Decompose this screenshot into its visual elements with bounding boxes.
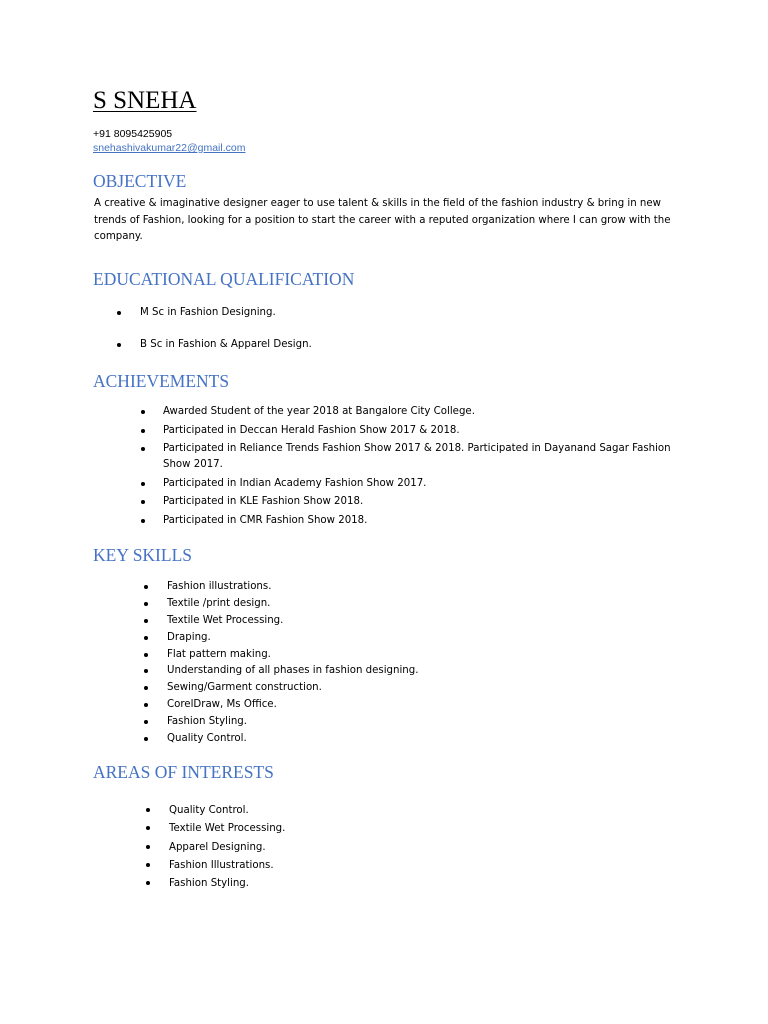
list-item [144,680,418,697]
bullet-icon [146,808,150,812]
list-item [144,731,418,748]
list-item-text: Textile Wet Processing. [167,614,284,626]
list-item [141,404,686,420]
objective-text: A creative & imaginative designer eager to use talent & skills in the field of the fashion industry & bring in new trends of Fashion, looking for a position to start the career with a reputed organization where I can grow with the company. [94,198,671,242]
list-item [141,441,686,473]
education-heading: EDUCATIONAL QUALIFICATION [93,269,355,289]
list-item-text: Fashion Styling. [169,878,250,890]
achievements-heading: ACHIEVEMENTS [93,371,230,391]
list-item-text: Participated in Reliance Trends Fashion Show 2017 & 2018. Participated in Dayanand Sagar Fashion Show 2017. [163,443,671,470]
list-item-text: Fashion illustrations. [167,581,272,592]
list-item [141,494,686,510]
phone-number: +91 8095425905 [93,128,173,140]
bullet-icon [146,863,150,867]
interests-heading: AREAS OF INTERESTS [93,762,274,782]
achievements-list [141,404,686,531]
list-item-text: Awarded Student of the year 2018 at Bangalore City College. [163,406,475,417]
list-item-text: Quality Control. [167,733,247,745]
list-item-text: Participated in KLE Fashion Show 2018. [163,496,364,507]
interests-list [146,803,285,894]
bullet-icon [141,410,145,414]
list-item-text: Sewing/Garment construction. [167,682,322,694]
objective-heading: OBJECTIVE [93,171,187,191]
list-item-text: Draping. [167,631,211,643]
bullet-icon [144,653,148,657]
bullet-icon [144,737,148,741]
list-item [144,697,418,714]
bullet-icon [144,720,148,724]
key-skills-list [144,579,418,748]
bullet-icon [146,826,150,830]
list-item [117,305,312,337]
list-item [144,579,418,596]
bullet-icon [146,845,150,849]
list-item-text: Quality Control. [169,805,249,816]
candidate-name: S SNEHA [93,87,197,114]
bullet-icon [144,619,148,623]
list-item-text: M Sc in Fashion Designing. [140,307,276,318]
bullet-icon [144,686,148,690]
bullet-icon [144,585,148,589]
list-item-text: Flat pattern making. [167,648,271,660]
list-item [146,876,285,894]
bullet-icon [141,500,145,504]
bullet-icon [141,447,145,451]
list-item-text: B Sc in Fashion & Apparel Design. [140,338,312,350]
bullet-icon [117,343,121,347]
list-item-text: Apparel Designing. [169,841,266,853]
list-item [141,476,686,492]
list-item-text: Fashion Styling. [167,716,248,728]
bullet-icon [141,429,145,433]
list-item-text: Textile /print design. [167,597,271,609]
list-item [117,337,312,369]
bullet-icon [141,482,145,486]
list-item [144,630,418,647]
list-item-text: Understanding of all phases in fashion designing. [167,665,419,677]
list-item [146,821,285,839]
list-item-text: CorelDraw, Ms Office. [167,699,277,711]
list-item-text: Participated in CMR Fashion Show 2018. [163,514,368,526]
key-skills-heading: KEY SKILLS [93,545,193,565]
list-item [144,613,418,630]
list-item-text: Participated in Indian Academy Fashion Show 2017. [163,477,427,489]
bullet-icon [141,519,145,523]
list-item-text: Participated in Deccan Herald Fashion Show 2017 & 2018. [163,424,460,436]
bullet-icon [146,881,150,885]
bullet-icon [144,669,148,673]
bullet-icon [117,311,121,315]
list-item [144,663,418,680]
list-item [144,714,418,731]
list-item [144,647,418,664]
list-item [141,513,686,529]
email-link[interactable]: snehashivakumar22@gmail.com [93,142,246,154]
education-list [117,305,312,368]
list-item-text: Fashion Illustrations. [169,859,274,871]
list-item [146,858,285,876]
list-item-text: Textile Wet Processing. [169,823,286,835]
list-item [146,803,285,821]
bullet-icon [144,703,148,707]
bullet-icon [144,636,148,640]
list-item [144,596,418,613]
list-item [141,423,686,439]
bullet-icon [144,602,148,606]
list-item [146,840,285,858]
